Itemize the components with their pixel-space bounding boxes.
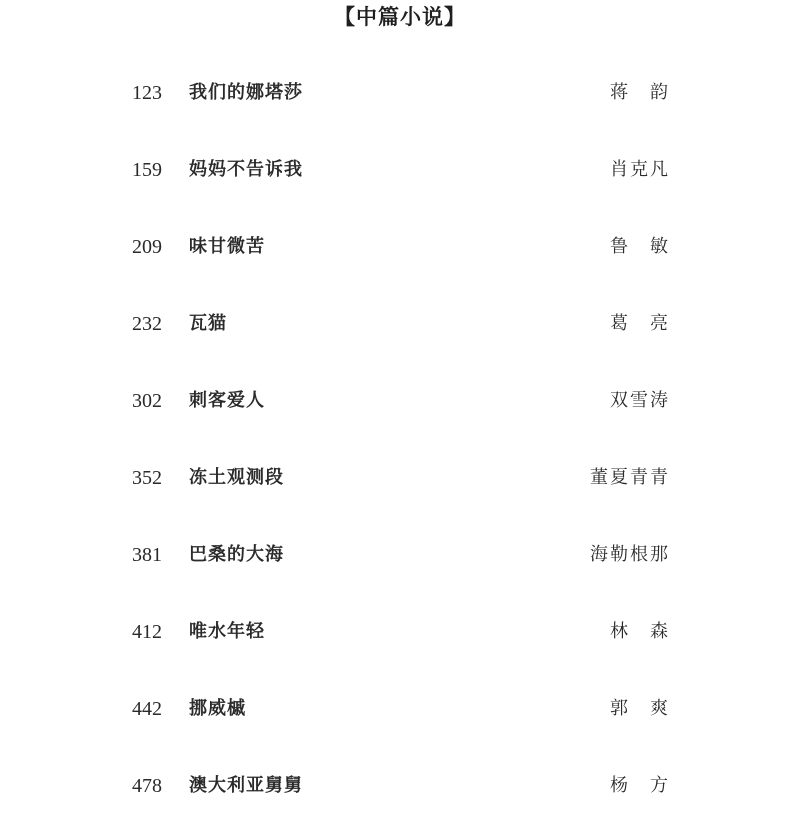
entry-author: 海勒根那: [590, 544, 670, 565]
entry-author: 杨 方: [610, 775, 670, 796]
page-number: 302: [132, 390, 162, 412]
toc-entry[interactable]: [0, 142, 800, 219]
entry-title: 妈妈不告诉我: [189, 159, 303, 180]
toc-entry[interactable]: [0, 604, 800, 681]
page-number: 159: [132, 159, 162, 181]
entry-title: 我们的娜塔莎: [189, 82, 303, 103]
section-title: 【中篇小说】: [334, 5, 466, 29]
page-number: 381: [132, 544, 162, 566]
entry-author: 林 森: [610, 621, 670, 642]
toc-entry[interactable]: [0, 219, 800, 296]
toc-entry[interactable]: [0, 373, 800, 450]
toc-list: [0, 65, 800, 835]
page-number: 442: [132, 698, 162, 720]
entry-title: 唯水年轻: [189, 621, 265, 642]
page-number: 352: [132, 467, 162, 489]
entry-author: 鲁 敏: [610, 236, 670, 257]
entry-author: 肖克凡: [610, 159, 670, 180]
entry-title: 刺客爱人: [189, 390, 265, 411]
entry-author: 郭 爽: [610, 698, 670, 719]
entry-title: 巴桑的大海: [189, 544, 284, 565]
entry-author: 双雪涛: [610, 390, 670, 411]
entry-author: 董夏青青: [590, 467, 670, 488]
entry-title: 挪威槭: [189, 698, 246, 719]
toc-entry[interactable]: [0, 296, 800, 373]
entry-title: 瓦猫: [189, 313, 227, 334]
toc-entry[interactable]: [0, 450, 800, 527]
toc-entry[interactable]: [0, 758, 800, 835]
entry-author: 葛 亮: [610, 313, 670, 334]
toc-entry[interactable]: [0, 527, 800, 604]
page-number: 123: [132, 82, 162, 104]
entry-author: 蒋 韵: [610, 82, 670, 103]
page-number: 232: [132, 313, 162, 335]
entry-title: 味甘微苦: [189, 236, 265, 257]
page-number: 412: [132, 621, 162, 643]
entry-title: 冻土观测段: [189, 467, 284, 488]
page-number: 478: [132, 775, 162, 797]
entry-title: 澳大利亚舅舅: [189, 775, 303, 796]
toc-entry[interactable]: [0, 681, 800, 758]
page-number: 209: [132, 236, 162, 258]
toc-entry[interactable]: [0, 65, 800, 142]
